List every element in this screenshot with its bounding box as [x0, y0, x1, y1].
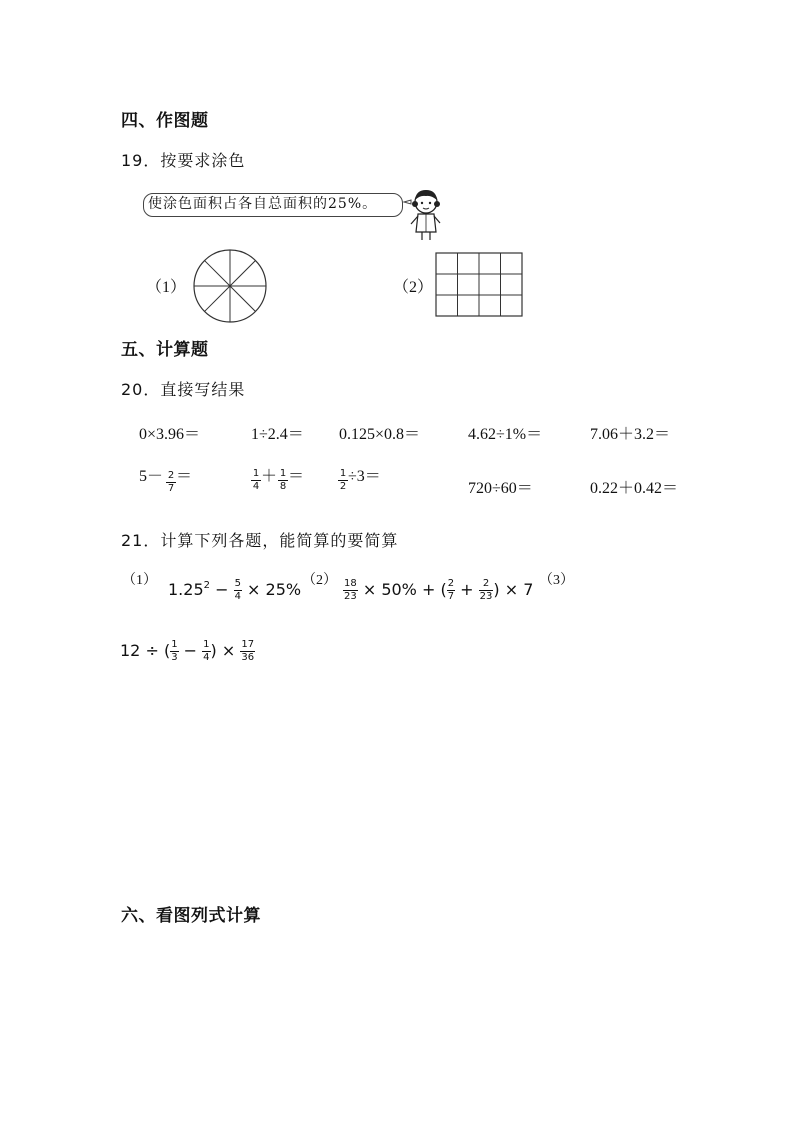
oral-calc-7-equals: ＝: [288, 468, 305, 485]
fraction-denominator: 4: [203, 652, 210, 663]
fraction-numerator: 18: [344, 578, 357, 589]
fraction-numerator: 1: [203, 639, 210, 650]
base-number: 1.25: [168, 580, 204, 599]
expression-middle: ) ×: [210, 641, 241, 660]
oral-calc-9: 720÷60＝: [468, 480, 533, 497]
fraction-18-23: [343, 578, 358, 603]
fraction-numerator: 1: [171, 639, 178, 650]
fraction-denominator: 7: [167, 483, 175, 494]
problem-2-label: （2）: [302, 573, 337, 588]
speech-bubble: 使涂色面积占各自总面积的25%。: [143, 193, 403, 217]
fraction-denominator: 36: [241, 652, 255, 663]
fraction-1-4: [202, 639, 210, 664]
question-21-text: 21．计算下列各题，能简算的要简算: [121, 531, 399, 550]
fraction-numerator: 2: [447, 578, 455, 589]
fraction-denominator: 3: [171, 652, 178, 663]
fraction-denominator: 4: [252, 481, 260, 492]
problem-2-expression: [343, 578, 533, 603]
operator: −: [210, 580, 234, 599]
fraction-1-2: [338, 468, 348, 493]
fraction-denominator: 7: [447, 591, 455, 602]
oral-calc-6: [139, 463, 163, 486]
question-19-text: 19．按要求涂色: [121, 151, 246, 170]
fraction-numerator: 17: [241, 639, 255, 650]
circle-divided-8: [192, 248, 268, 324]
fraction-numerator: 2: [479, 578, 494, 591]
fraction-numerator: 2: [167, 470, 175, 481]
girl-illustration: [398, 186, 448, 242]
fraction-1-8: [278, 468, 288, 493]
oral-calc-2: 1÷2.4＝: [251, 426, 304, 443]
fraction-numerator: 1: [252, 468, 260, 479]
expression-lead: 12 ÷ (: [120, 641, 171, 660]
fraction-denominator: 4: [234, 591, 241, 602]
oral-calc-1: 0×3.96＝: [139, 426, 201, 443]
question-20-text: 20．直接写结果: [121, 380, 246, 399]
fraction-numerator: 1: [279, 468, 287, 479]
oral-calc-5: 7.06＋3.2＝: [590, 426, 671, 443]
fraction-2-7: [447, 578, 455, 603]
oral-calc-7-plus: ＋: [261, 468, 278, 485]
section-heading-drawing: 四、作图题: [121, 111, 209, 131]
fraction-denominator: 8: [279, 481, 287, 492]
fraction-17-36: [240, 639, 255, 664]
figure-label-2: （2）: [393, 279, 434, 296]
section-heading-picture-calculation: 六、看图列式计算: [121, 906, 261, 926]
oral-calc-6-lead: 5－: [139, 468, 164, 485]
oral-calc-4: 4.62÷1%＝: [468, 426, 543, 443]
fraction-denominator: 23: [344, 591, 357, 602]
expression-middle: × 50% + (: [357, 580, 447, 599]
expression-tail: ) × 7: [493, 580, 534, 599]
problem-1-label: （1）: [122, 573, 157, 588]
exponent: 2: [203, 580, 210, 591]
fraction-1-4: [251, 468, 261, 493]
fraction-1-3: [170, 639, 178, 664]
fraction-5-4: [234, 578, 242, 603]
expression-tail: × 25%: [241, 580, 302, 599]
problem-3-expression: [120, 639, 255, 664]
oral-calc-6-equals: ＝: [176, 468, 193, 485]
fraction-2-23: [479, 578, 494, 603]
fraction-numerator: 1: [339, 468, 347, 479]
oral-calc-10: 0.22＋0.42＝: [590, 480, 679, 497]
fraction-denominator: 2: [339, 481, 347, 492]
fraction-denominator: 23: [479, 591, 493, 602]
oral-calc-3: 0.125×0.8＝: [339, 426, 421, 443]
problem-3-label: （3）: [539, 573, 574, 588]
rectangle-grid-3x4: [435, 252, 525, 318]
operator: −: [178, 641, 203, 660]
fraction-2-7: [166, 470, 176, 495]
operator: +: [455, 580, 479, 599]
oral-calc-8-tail: ÷3＝: [348, 468, 381, 485]
section-heading-calculation: 五、计算题: [121, 340, 209, 360]
fraction-numerator: 5: [234, 578, 241, 589]
problem-1-expression: [168, 578, 301, 603]
figure-label-1: （1）: [146, 279, 187, 296]
